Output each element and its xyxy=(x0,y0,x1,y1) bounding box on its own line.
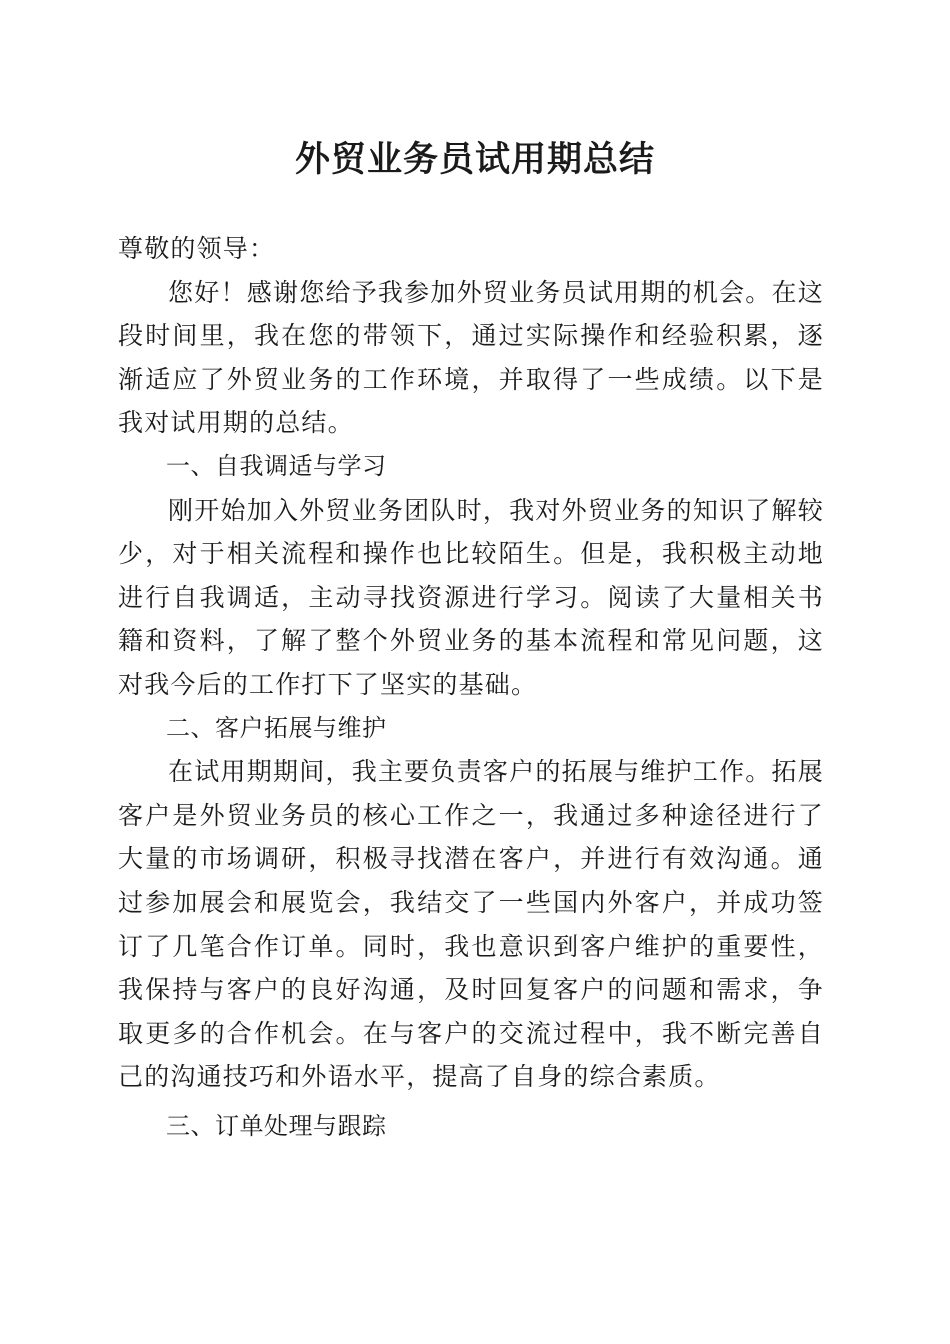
document-body xyxy=(118,227,824,1148)
section-body-2: 在试用期期间，我主要负责客户的拓展与维护工作。拓展客户是外贸业务员的核心工作之一，我通过多种途径进行了大量的市场调研，积极寻找潜在客户，并进行有效沟通。通过参加展会和展览会，我结交了一些国内外客户，并成功签订了几笔合作订单。同时，我也意识到客户维护的重要性，我保持与客户的良好沟通，及时回复客户的问题和需求，争取更多的合作机会。在与客户的交流过程中，我不断完善自己的沟通技巧和外语水平，提高了自身的综合素质。 xyxy=(118,757,824,1092)
section-heading-2: 二、客户拓展与维护 xyxy=(166,713,387,742)
section-heading-1: 一、自我调适与学习 xyxy=(166,451,387,480)
document-title: 外贸业务员试用期总结 xyxy=(294,139,655,180)
section-body-1: 刚开始加入外贸业务团队时，我对外贸业务的知识了解较少，对于相关流程和操作也比较陌生。但是，我积极主动地进行自我调适，主动寻找资源进行学习。阅读了大量相关书籍和资料，了解了整个外贸业务的基本流程和常见问题，这对我今后的工作打下了坚实的基础。 xyxy=(118,495,824,699)
section-heading-3: 三、订单处理与跟踪 xyxy=(166,1111,387,1140)
intro-paragraph: 您好！感谢您给予我参加外贸业务员试用期的机会。在这段时间里，我在您的带领下，通过实际操作和经验积累，逐渐适应了外贸业务的工作环境，并取得了一些成绩。以下是我对试用期的总结。 xyxy=(118,277,824,438)
salutation: 尊敬的领导： xyxy=(118,234,276,263)
